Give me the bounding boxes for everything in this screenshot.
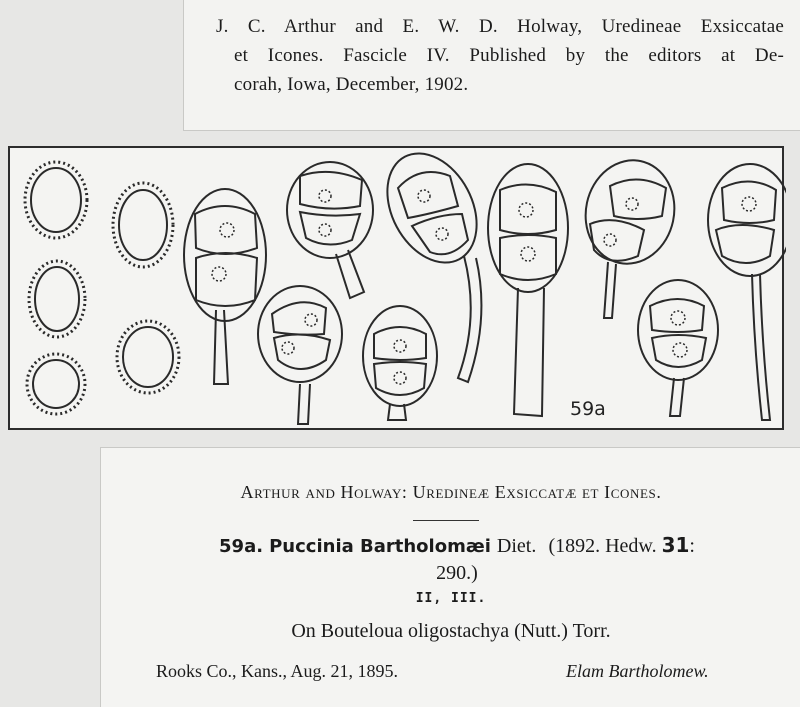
publication-slip: [183, 0, 800, 131]
urediniospore-2: [29, 261, 85, 337]
host-plant: On Bouteloua oligostachya (Nutt.) Torr.: [291, 620, 611, 642]
teliospore-3: [369, 148, 494, 382]
collection-locality: Rooks Co., Kans., Aug. 21, 1895.: [156, 661, 399, 681]
publication-text: [216, 12, 784, 99]
teliospore-7: [258, 286, 342, 424]
spore-plate: [8, 146, 784, 430]
spore-illustration-icon: [10, 148, 786, 432]
publication-line-3: corah, Iowa, December, 1902.: [234, 74, 469, 95]
divider: [413, 520, 479, 521]
publication-line-2: et Icones. Fascicle IV. Published by the editors at De-: [234, 45, 784, 66]
urediniospore-3: [27, 354, 85, 414]
publication-line-1: J. C. Arthur and E. W. D. Holway, Uredineae Exsiccatae: [216, 16, 784, 37]
series-title: Arthur and Holway: Uredineæ Exsiccatæ et Icones.: [240, 482, 662, 502]
species-name: Puccinia Bartholomæi: [269, 536, 491, 557]
teliospore-8: [363, 306, 437, 420]
teliospore-1: [184, 189, 266, 384]
collector-name: Elam Bartholomew.: [566, 661, 709, 681]
citation-colon: :: [689, 535, 695, 557]
teliospore-5: [576, 152, 684, 318]
teliospore-4: [488, 164, 568, 416]
species-author: Diet.: [496, 535, 537, 557]
urediniospore-5: [117, 321, 179, 393]
plate-number: 59a: [570, 398, 606, 420]
citation-volume: 31: [661, 533, 690, 557]
spore-stages: II, III.: [415, 591, 487, 606]
teliospore-9: [638, 280, 718, 416]
teliospore-2: [287, 162, 373, 298]
citation-open: (1892. Hedw.: [548, 535, 657, 557]
specimen-label: [100, 447, 800, 707]
citation-page: 290.): [436, 562, 478, 584]
urediniospore-1: [25, 162, 87, 238]
species-line: [157, 532, 757, 586]
specimen-number: 59a.: [219, 536, 264, 557]
urediniospore-4: [113, 183, 173, 267]
teliospore-6: [708, 164, 786, 420]
